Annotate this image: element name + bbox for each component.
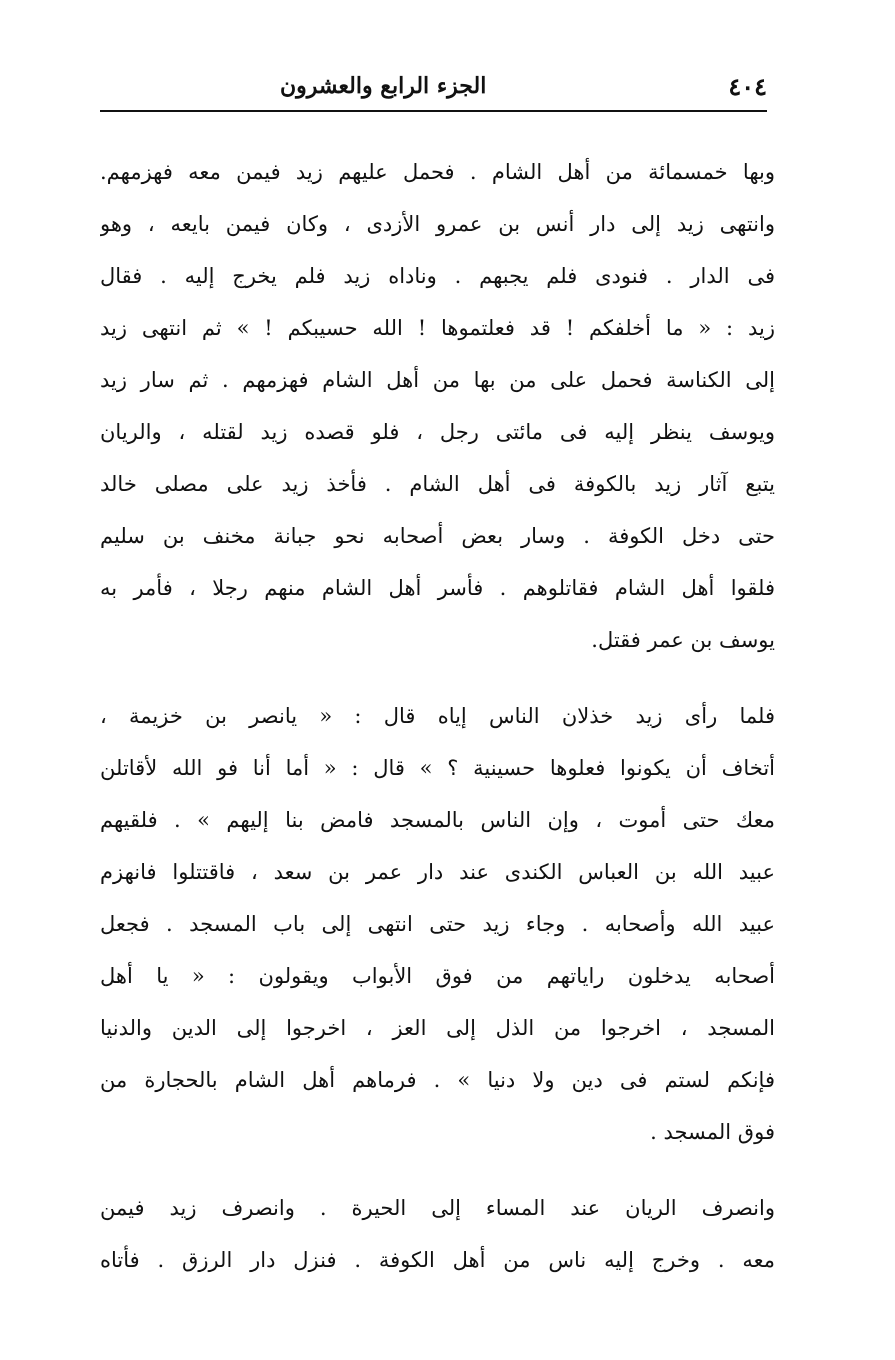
text-line: فلما رأى زيد خذلان الناس إياه قال : « يانصر بن خزيمة ،: [100, 704, 775, 728]
text-line: فلقوا أهل الشام فقاتلوهم . فأسر أهل الشام منهم رجلا ، فأمر به: [100, 576, 775, 600]
text-line: زيد : « ما أخلفكم ! قد فعلتموها ! الله حسيبكم ! » ثم انتهى زيد: [100, 316, 775, 340]
text-line: أتخاف أن يكونوا فعلوها حسينية ؟ » قال : « أما أنا فو الله لأقاتلن: [100, 756, 775, 780]
page-header: [100, 66, 767, 106]
text-line: وبها خمسمائة من أهل الشام . فحمل عليهم زيد فيمن معه فهزمهم.: [100, 160, 775, 184]
text-line: فإنكم لستم فى دين ولا دنيا » . فرماهم أهل الشام بالحجارة من: [100, 1068, 775, 1092]
text-line: وانصرف الريان عند المساء إلى الحيرة . وانصرف زيد فيمن: [100, 1196, 775, 1220]
paragraph-3: [100, 1182, 775, 1286]
text-line: وانتهى زيد إلى دار أنس بن عمرو الأزدى ، وكان فيمن بايعه ، وهو: [100, 212, 775, 236]
text-line: ويوسف ينظر إليه فى مائتى رجل ، فلو قصده زيد لقتله ، والريان: [100, 420, 775, 444]
text-line: المسجد ، اخرجوا من الذل إلى العز ، اخرجوا إلى الدين والدنيا: [100, 1016, 775, 1040]
text-line: معه . وخرج إليه ناس من أهل الكوفة . فنزل دار الرزق . فأتاه: [100, 1248, 775, 1272]
text-line: عبيد الله بن العباس الكندى عند دار عمر بن سعد ، فاقتتلوا فانهزم: [100, 860, 775, 884]
paragraph-2: [100, 690, 775, 1158]
text-line: يوسف بن عمر فقتل.: [591, 628, 775, 652]
text-line: معك حتى أموت ، وإن الناس بالمسجد فامض بنا إليهم » . فلقيهم: [100, 808, 775, 832]
text-line: أصحابه يدخلون راياتهم من فوق الأبواب ويقولون : « يا أهل: [100, 964, 775, 988]
text-line: يتبع آثار زيد بالكوفة فى أهل الشام . فأخذ زيد على مصلى خالد: [100, 472, 775, 496]
header-rule: [100, 110, 767, 112]
page-number: ٤٠٤: [728, 71, 767, 101]
text-line: فوق المسجد .: [650, 1120, 775, 1144]
running-title: الجزء الرابع والعشرون: [280, 73, 487, 99]
text-line: حتى دخل الكوفة . وسار بعض أصحابه نحو جبانة مخنف بن سليم: [100, 524, 775, 548]
text-line: عبيد الله وأصحابه . وجاء زيد حتى انتهى إلى باب المسجد . فجعل: [100, 912, 775, 936]
text-line: فى الدار . فنودى فلم يجبهم . وناداه زيد فلم يخرج إليه . فقال: [100, 264, 775, 288]
paragraph-1: [100, 146, 775, 666]
text-line: إلى الكناسة فحمل على من بها من أهل الشام فهزمهم . ثم سار زيد: [100, 368, 775, 392]
